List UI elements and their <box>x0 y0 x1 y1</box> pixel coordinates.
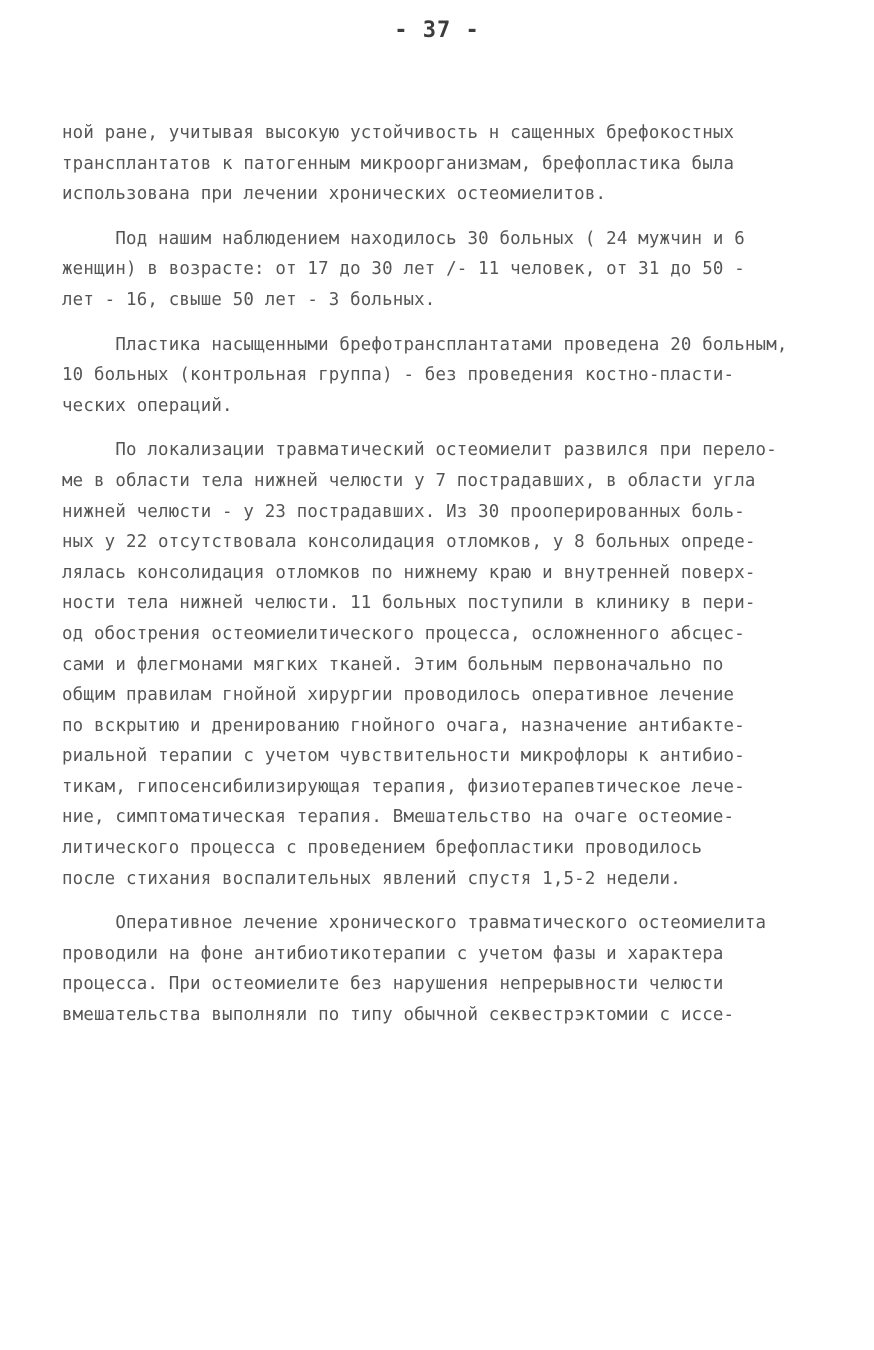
text-line: лялась консолидация отломков по нижнему краю и внутренней поверх- <box>62 562 756 583</box>
text-line: использована при лечении хронических остеомиелитов. <box>62 184 607 205</box>
page-number: - 37 - <box>394 18 480 43</box>
text-line: процесса. При остеомиелите без нарушения непрерывности челюсти <box>62 974 724 995</box>
text-line: Под нашим наблюдением находилось 30 больных ( 24 мужчин и 6 <box>62 228 745 249</box>
text-line: вмешательства выполняли по типу обычной секвестрэктомии с иссе- <box>62 1005 735 1026</box>
paragraph-5 <box>62 908 842 1030</box>
text-line: ности тела нижней челюсти. 11 больных поступили в клинику в пери- <box>62 593 756 614</box>
text-line: По локализации травматический остеомиелит развился при перело- <box>62 440 777 461</box>
text-line: Оперативное лечение хронического травматического остеомиелита <box>62 913 767 934</box>
text-line: ме в области тела нижней челюсти у 7 пострадавших, в области угла <box>62 470 756 491</box>
text-line: риальной терапии с учетом чувствительности микрофлоры к антибио- <box>62 746 745 767</box>
text-line: Пластика насыщенными брефотрансплантатами проведена 20 больным, <box>62 334 788 355</box>
paragraph-3 <box>62 330 842 422</box>
text-line: трансплантатов к патогенным микроорганизмам, брефопластика была <box>62 153 735 174</box>
text-line: общим правилам гнойной хирургии проводилось оперативное лечение <box>62 685 735 706</box>
text-line: сами и флегмонами мягких тканей. Этим больным первоначально по <box>62 654 724 675</box>
text-line: после стихания воспалительных явлений спустя 1,5-2 недели. <box>62 868 681 889</box>
text-line: лет - 16, свыше 50 лет - 3 больных. <box>62 289 436 310</box>
text-line: ческих операций. <box>62 395 233 416</box>
paragraph-4 <box>62 435 842 894</box>
text-line: 10 больных (контрольная группа) - без проведения костно-пласти- <box>62 365 735 386</box>
text-line: проводили на фоне антибиотикотерапии с учетом фазы и характера <box>62 943 724 964</box>
text-line: ных у 22 отсутствовала консолидация отломков, у 8 больных опреде- <box>62 532 756 553</box>
text-line: тикам, гипосенсибилизирующая терапия, физиотерапевтическое лече- <box>62 776 745 797</box>
paragraph-2 <box>62 224 842 316</box>
text-line: ние, симптоматическая терапия. Вмешательство на очаге остеомие- <box>62 807 735 828</box>
text-line: женщин) в возрасте: от 17 до 30 лет /- 11 человек, от 31 до 50 - <box>62 259 745 280</box>
text-line: литического процесса с проведением брефопластики проводилось <box>62 838 703 859</box>
paragraph-1 <box>62 118 842 210</box>
body-text <box>62 118 842 1031</box>
text-line: по вскрытию и дренированию гнойного очага, назначение антибакте- <box>62 715 745 736</box>
text-line: од обострения остеомиелитического процесса, осложненного абсцес- <box>62 623 745 644</box>
text-line: ной ране, учитывая высокую устойчивость н сащенных брефокостных <box>62 123 735 143</box>
text-line: нижней челюсти - у 23 пострадавших. Из 30 прооперированных боль- <box>62 501 745 522</box>
